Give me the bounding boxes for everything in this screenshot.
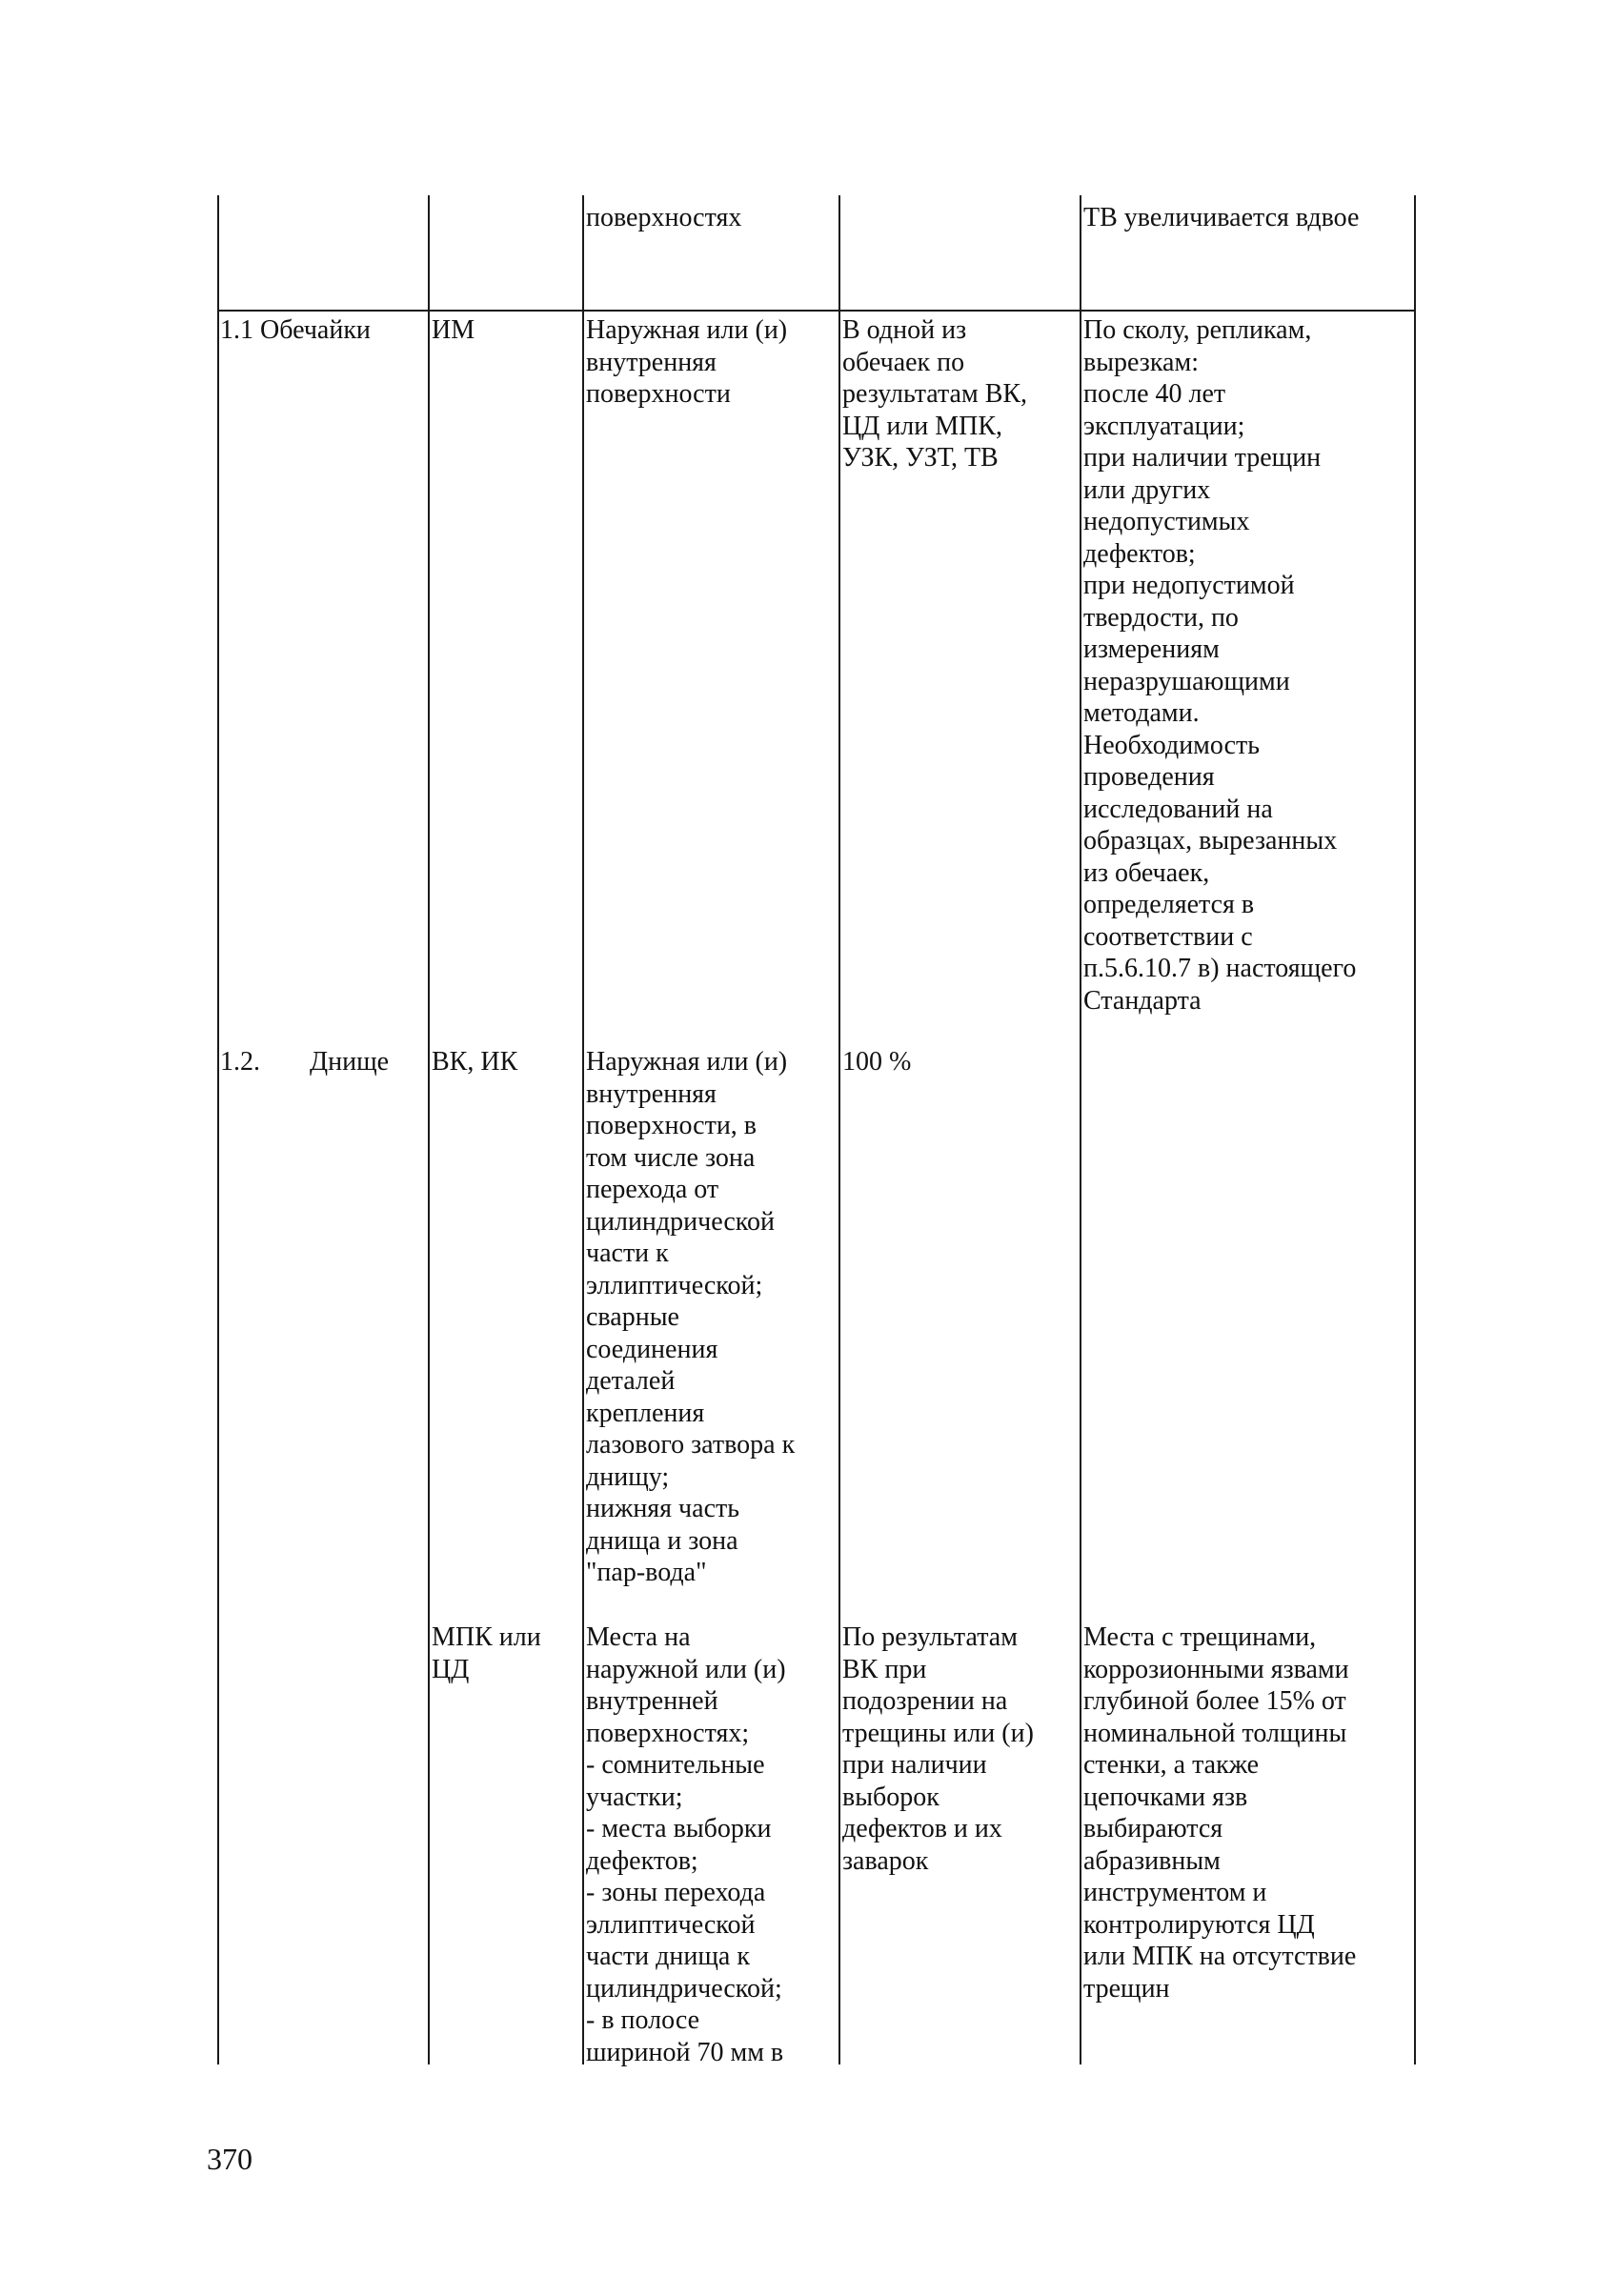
table-border-left (217, 195, 219, 2064)
column-divider-4 (1080, 195, 1081, 2064)
column-divider-2 (582, 195, 584, 2064)
row-divider (217, 310, 1416, 312)
row2-element-label: Днище (310, 1047, 390, 1077)
row1-notes-cell: По сколу, репликам, вырезкам: после 40 лет эксплуатации; при наличии трещин или других недопустимых дефектов; при недопустимой твердости, по измерениям неразрушающими методами. Необходимость проведения исследований на образцах, вырезанных из обечаек, определяется в соответствии с п.5.6.10.7 в) настоящего Стандарта (1083, 315, 1357, 1016)
table-border-right (1414, 195, 1416, 2064)
row0-col3-cell: поверхностях (586, 203, 742, 232)
row3-volume-cell: По результатам ВК при подозрении на трещины или (и) при наличии выборок дефектов и их заварок (842, 1622, 1034, 1876)
row1-zone-cell: Наружная или (и) внутренняя поверхности (586, 315, 788, 409)
row0-col5-cell: ТВ увеличивается вдвое (1083, 203, 1360, 232)
row3-zone-cell: Места на наружной или (и) внутренней поверхностях; - сомнительные участки; - места выборки дефектов; - зоны перехода эллиптической части днища к цилиндрической; - в полосе шириной 70 мм в (586, 1622, 786, 2067)
row3-method-cell: МПК или ЦД (432, 1622, 541, 1684)
column-divider-3 (838, 195, 840, 2064)
row2-element-number: 1.2. (220, 1047, 260, 1077)
row1-method-cell: ИМ (432, 315, 475, 345)
row1-volume-cell: В одной из обечаек по результатам ВК, ЦД или МПК, УЗК, УЗТ, ТВ (842, 315, 1028, 473)
page-number: 370 (207, 2142, 252, 2176)
row3-notes-cell: Места с трещинами, коррозионными язвами глубиной более 15% от номинальной толщины стенки, а также цепочками язв выбираются абразивным инструментом и контролируются ЦД или МПК на отсутствие трещин (1083, 1622, 1357, 2004)
column-divider-1 (428, 195, 430, 2064)
row2-zone-cell: Наружная или (и) внутренняя поверхности, в том числе зона перехода от цилиндрической части к эллиптической; сварные соединения деталей крепления лазового затвора к днищу; нижняя часть днища и зона "пар-вода" (586, 1047, 796, 1587)
row2-method-cell: ВК, ИК (432, 1047, 518, 1077)
row2-volume-cell: 100 % (842, 1047, 912, 1077)
row1-element-cell: 1.1 Обечайки (220, 315, 371, 345)
